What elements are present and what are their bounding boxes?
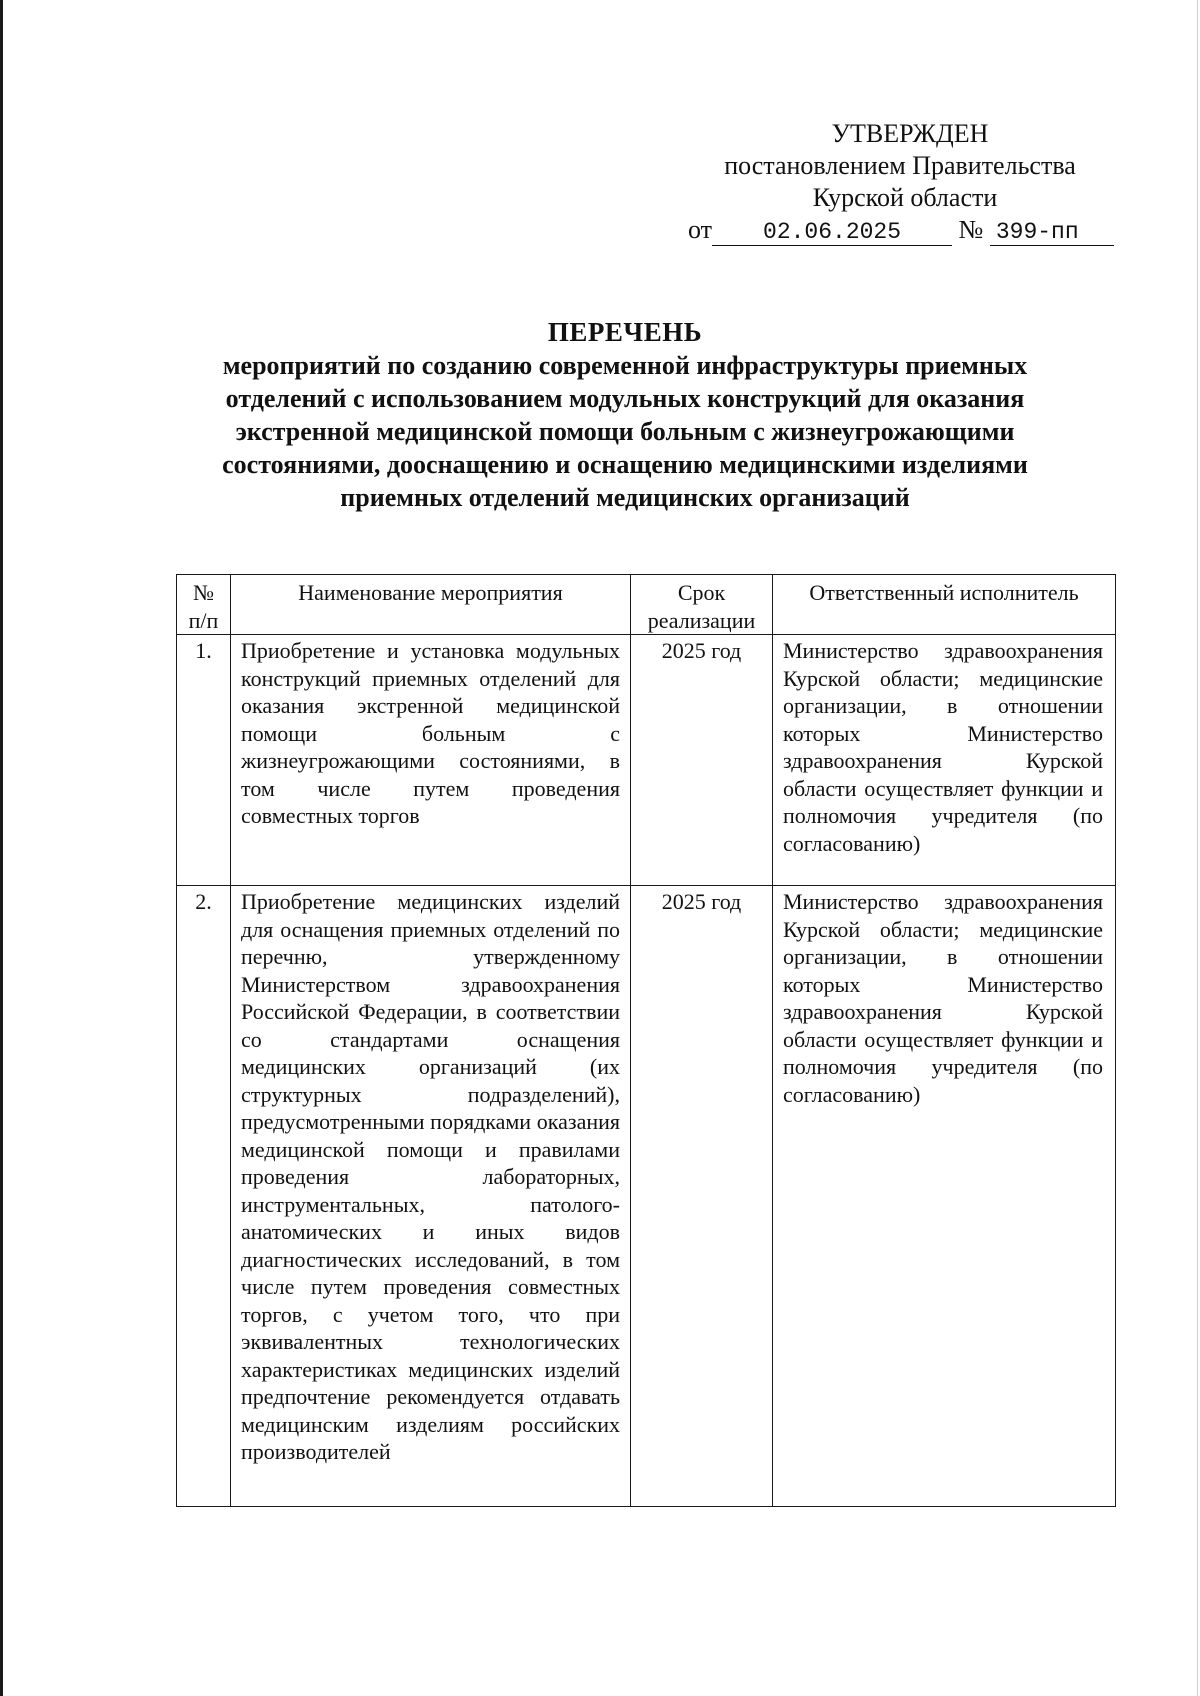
cell-num: 1. bbox=[177, 635, 231, 886]
approval-resolution: постановлением Правительства bbox=[724, 151, 1076, 180]
header-term: Срок реализации bbox=[631, 575, 773, 635]
cell-executor: Министерство здравоохранения Курской области; медицинские организации, в отношении которых Министерство здравоохранения Курской области осуществляет функции и полномочия учредителя (по согласованию) bbox=[773, 635, 1116, 886]
approval-title: УТВЕРЖДЕН bbox=[831, 119, 989, 148]
measures-table bbox=[176, 574, 1116, 1507]
approval-region: Курской области bbox=[812, 183, 998, 212]
cell-executor: Министерство здравоохранения Курской области; медицинские организации, в отношении которых Министерство здравоохранения Курской области осуществляет функции и полномочия учредителя (по согласованию) bbox=[773, 886, 1116, 1507]
header-num: № п/п bbox=[177, 575, 231, 635]
table-row bbox=[177, 886, 1116, 1507]
cell-term: 2025 год bbox=[631, 635, 773, 886]
scan-right-edge bbox=[1197, 0, 1198, 1696]
header-name: Наименование мероприятия bbox=[231, 575, 631, 635]
title-subtitle-line: экстренной медицинской помощи больным с жизнеугрожающими bbox=[235, 417, 1015, 446]
date-prefix: от bbox=[688, 215, 713, 244]
number-prefix: № bbox=[958, 215, 984, 244]
header-executor: Ответственный исполнитель bbox=[773, 575, 1116, 635]
document-title bbox=[150, 316, 1100, 514]
title-subtitle-line: состояниями, дооснащению и оснащению медицинскими изделиями bbox=[222, 450, 1028, 479]
title-subtitle-line: приемных отделений медицинских организаций bbox=[340, 483, 910, 512]
approval-date-row bbox=[680, 214, 1120, 246]
table-row bbox=[177, 635, 1116, 886]
approval-stamp bbox=[680, 118, 1120, 246]
cell-name: Приобретение и установка модульных конструкций приемных отделений для оказания экстренной медицинской помощи больным с жизнеугрожающими состояниями, в том числе путем проведения совместных торгов bbox=[231, 635, 631, 886]
cell-term: 2025 год bbox=[631, 886, 773, 1507]
cell-name: Приобретение медицинских изделий для оснащения приемных отделений по перечню, утвержденному Министерством здравоохранения Российской Федерации, в соответствии со стандартами оснащения медицинских организаций (их структурных подразделений), предусмотренными порядками оказания медицинской помощи и правилами проведения лабораторных, инструментальных, патолого-анатомических и иных видов диагностических исследований, в том числе путем проведения совместных торгов, с учетом того, что при эквивалентных технологических характеристиках медицинских изделий предпочтение рекомендуется отдавать медицинским изделиям российских производителей bbox=[231, 886, 631, 1507]
scan-left-edge bbox=[0, 0, 3, 1696]
title-main: ПЕРЕЧЕНЬ bbox=[547, 317, 703, 347]
title-subtitle-line: мероприятий по созданию современной инфраструктуры приемных bbox=[222, 351, 1028, 380]
cell-num: 2. bbox=[177, 886, 231, 1507]
table-header-row bbox=[177, 575, 1116, 635]
approval-number: 399-пп bbox=[990, 219, 1114, 246]
title-subtitle-line: отделений с использованием модульных конструкций для оказания bbox=[225, 384, 1025, 413]
approval-date: 02.06.2025 bbox=[712, 219, 952, 246]
